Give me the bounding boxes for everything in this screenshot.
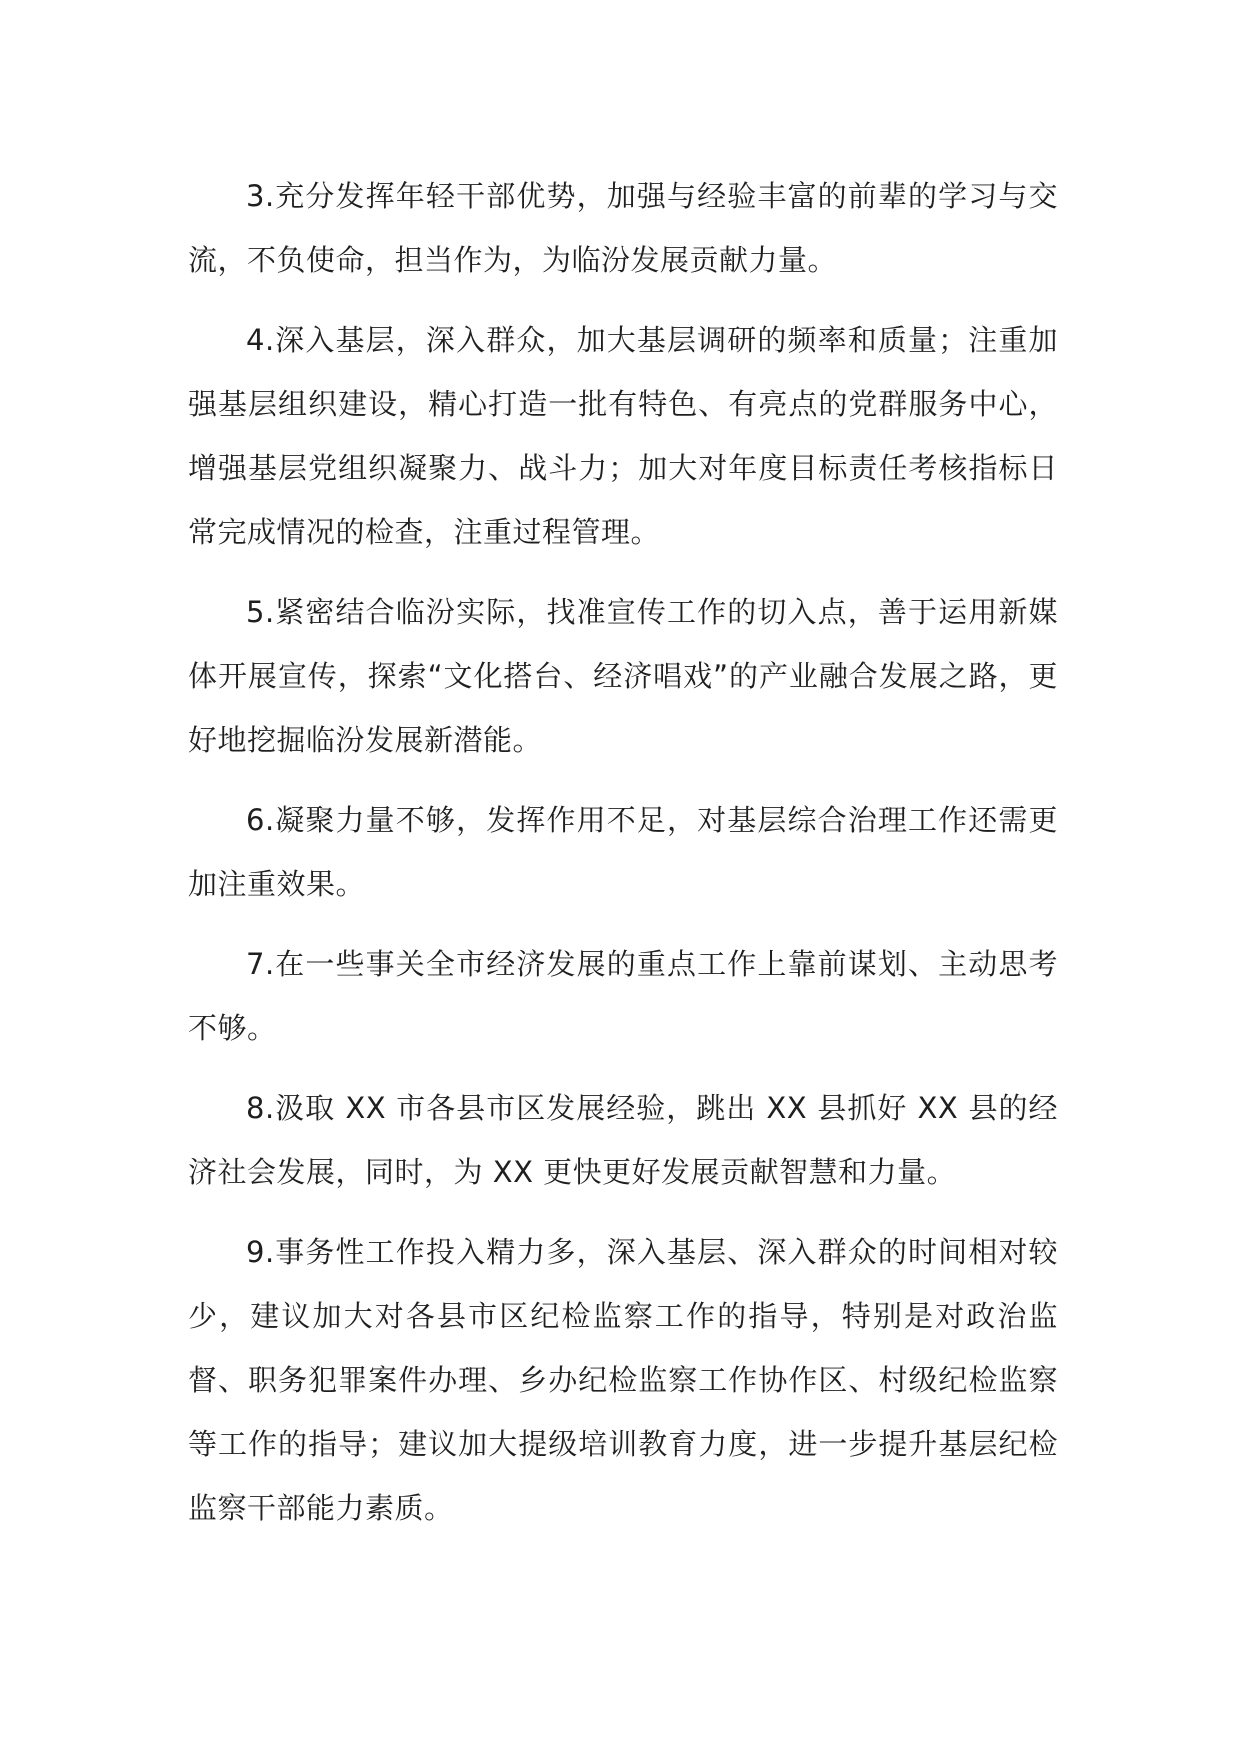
paragraph-item-5: 5.紧密结合临汾实际，找准宣传工作的切入点，善于运用新媒体开展宣传，探索“文化搭台、经济唱戏”的产业融合发展之路，更好地挖掘临汾发展新潜能。 xyxy=(188,595,1058,757)
paragraph-item-7: 7.在一些事关全市经济发展的重点工作上靠前谋划、主动思考不够。 xyxy=(188,947,1058,1045)
paragraph-item-4: 4.深入基层，深入群众，加大基层调研的频率和质量；注重加强基层组织建设，精心打造一批有特色、有亮点的党群服务中心，增强基层党组织凝聚力、战斗力；加大对年度目标责任考核指标日常完成情况的检查，注重过程管理。 xyxy=(188,323,1058,549)
paragraph-item-8: 8.汲取 XX 市各县市区发展经验，跳出 XX 县抓好 XX 县的经济社会发展，同时，为 XX 更快更好发展贡献智慧和力量。 xyxy=(188,1091,1058,1189)
paragraph-item-3: 3.充分发挥年轻干部优势，加强与经验丰富的前辈的学习与交流，不负使命，担当作为，为临汾发展贡献力量。 xyxy=(188,179,1058,277)
paragraph-item-6: 6.凝聚力量不够，发挥作用不足，对基层综合治理工作还需更加注重效果。 xyxy=(188,803,1058,901)
document-page xyxy=(188,164,1058,1556)
paragraph-item-9: 9.事务性工作投入精力多，深入基层、深入群众的时间相对较少，建议加大对各县市区纪检监察工作的指导，特别是对政治监督、职务犯罪案件办理、乡办纪检监察工作协作区、村级纪检监察等工作的指导；建议加大提级培训教育力度，进一步提升基层纪检监察干部能力素质。 xyxy=(188,1235,1058,1525)
